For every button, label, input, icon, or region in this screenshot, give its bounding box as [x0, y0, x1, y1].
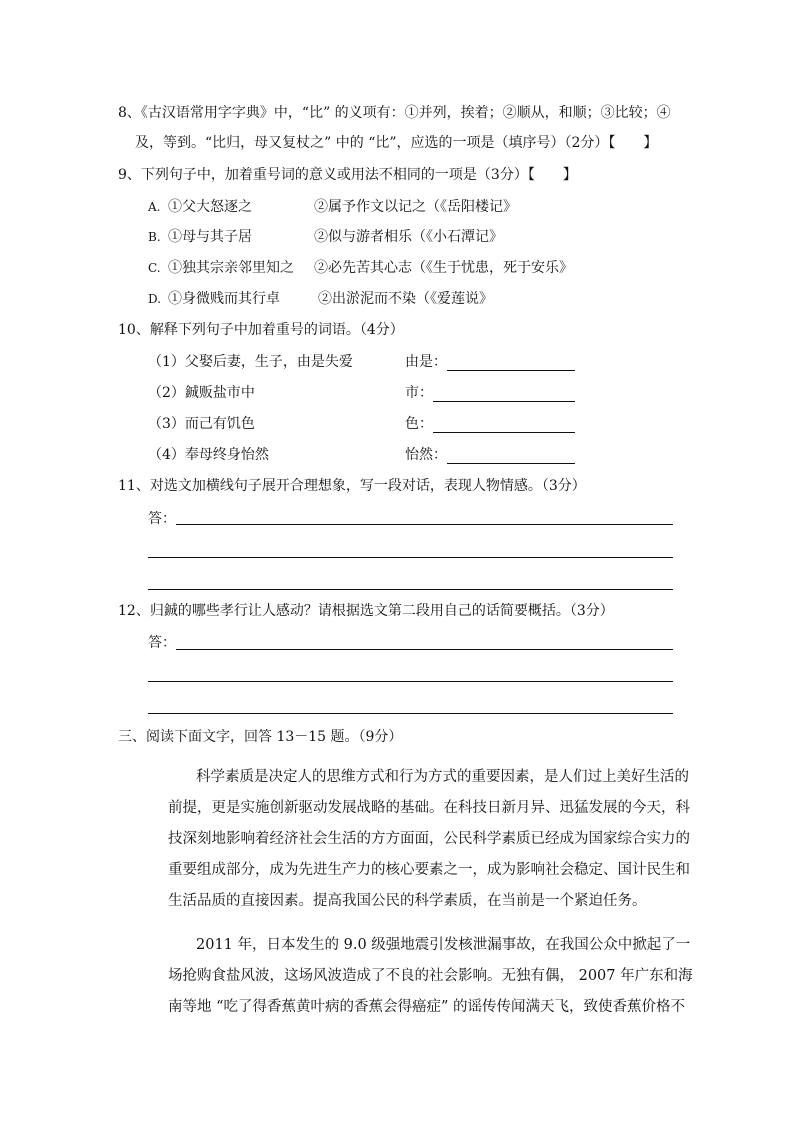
answer-blank[interactable] — [447, 463, 575, 464]
q11-answer-line-3[interactable] — [148, 589, 673, 590]
q12-answer-label: 答： — [148, 635, 176, 651]
option-part-2: ②出淤泥而不染（《爱莲说》 — [318, 291, 493, 307]
item-sentence: （4）奉母终身怡然 — [148, 447, 269, 463]
paragraph-line: 2011 年，日本发生的 9.0 级强地震引发核泄漏事故，在我国公众中掀起了一 — [196, 937, 691, 953]
paragraph-line: 场抢购食盐风波，这场风波造成了不良的社会影响。无独有偶， 2007 年广东和海 — [168, 968, 693, 984]
paragraph-line: 技深刻地影响着经济社会生活的方方面面，公民科学素质已经成为国家综合实力的 — [168, 831, 690, 847]
answer-blank[interactable] — [447, 370, 575, 371]
item-sentence: （1）父娶后妻，生子，由是失爱 — [148, 354, 353, 370]
item-word: 市： — [405, 385, 433, 401]
q11-answer-line-1[interactable] — [176, 524, 673, 525]
option-part-1: ①身微贱而其行卓 — [168, 291, 280, 307]
q12-stem: 12、归鋮的哪些孝行让人感动？请根据选文第二段用自己的话简要概括。（3分） — [118, 603, 614, 619]
option-part-1: ①独其宗亲邻里知之 — [168, 260, 294, 276]
option-part-2: ②似与游者相乐（《小石潭记》 — [314, 229, 503, 245]
q10-stem: 10、解释下列句子中加着重号的词语。（4分） — [118, 322, 404, 338]
option-part-1: ①父大怒逐之 — [168, 199, 252, 215]
item-word: 怡然： — [405, 447, 447, 463]
paragraph-line: 南等地 “吃了得香蕉黄叶病的香蕉会得癌症” 的谣传传闻满天飞，致使香蕉价格不 — [168, 999, 686, 1015]
option-part-2: ②必先苦其心志（《生于忧患，死于安乐》 — [314, 260, 573, 276]
item-sentence: （3）而己有饥色 — [148, 416, 255, 432]
paragraph-line: 重要组成部分，成为先进生产力的核心要素之一，成为影响社会稳定、国计民生和 — [168, 862, 690, 878]
option-part-2: ②属予作文以记之（《岳阳楼记》 — [314, 199, 517, 215]
option-letter: D. — [148, 292, 162, 306]
option-letter: A. — [148, 200, 161, 214]
q9-stem: 9、下列句子中，加着重号词的意义或用法不相同的一项是（3分）【 】 — [118, 167, 577, 183]
q8-line-2: 及，等到。“比归，母又复杖之” 中的 “比”，应选的一项是（填序号）（2分）【 】 — [135, 135, 658, 151]
answer-blank[interactable] — [433, 432, 575, 433]
paragraph-line: 科学素质是决定人的思维方式和行为方式的重要因素，是人们过上美好生活的 — [196, 769, 689, 785]
q12-answer-line-3[interactable] — [148, 713, 673, 714]
answer-blank[interactable] — [433, 401, 575, 402]
option-part-1: ①母与其子居 — [168, 229, 252, 245]
item-sentence: （2）鋮贩盐市中 — [148, 385, 255, 401]
paragraph-line: 生活品质的直接因素。提高我国公民的科学素质，在当前是一个紧迫任务。 — [168, 893, 647, 909]
item-word: 由是： — [405, 354, 447, 370]
item-word: 色： — [405, 416, 433, 432]
option-letter: B. — [148, 230, 161, 244]
q11-answer-label: 答： — [148, 511, 176, 527]
option-letter: C. — [148, 261, 161, 275]
q8-line-1: 8、《古汉语常用字字典》中，“比” 的义项有：①并列，挨着；②顺从，和顺；③比较；④ — [118, 105, 671, 121]
q12-answer-line-1[interactable] — [176, 649, 673, 650]
q11-stem: 11、对选文加横线句子展开合理想象，写一段对话，表现人物情感。（3分） — [118, 478, 586, 494]
paragraph-line: 前提，更是实施创新驱动发展战略的基础。在科技日新月异、迅猛发展的今天，科 — [168, 800, 690, 816]
q11-answer-line-2[interactable] — [148, 557, 673, 558]
q12-answer-line-2[interactable] — [148, 681, 673, 682]
section3-heading: 三、阅读下面文字，回答 13－15 题。（9分） — [118, 729, 403, 745]
